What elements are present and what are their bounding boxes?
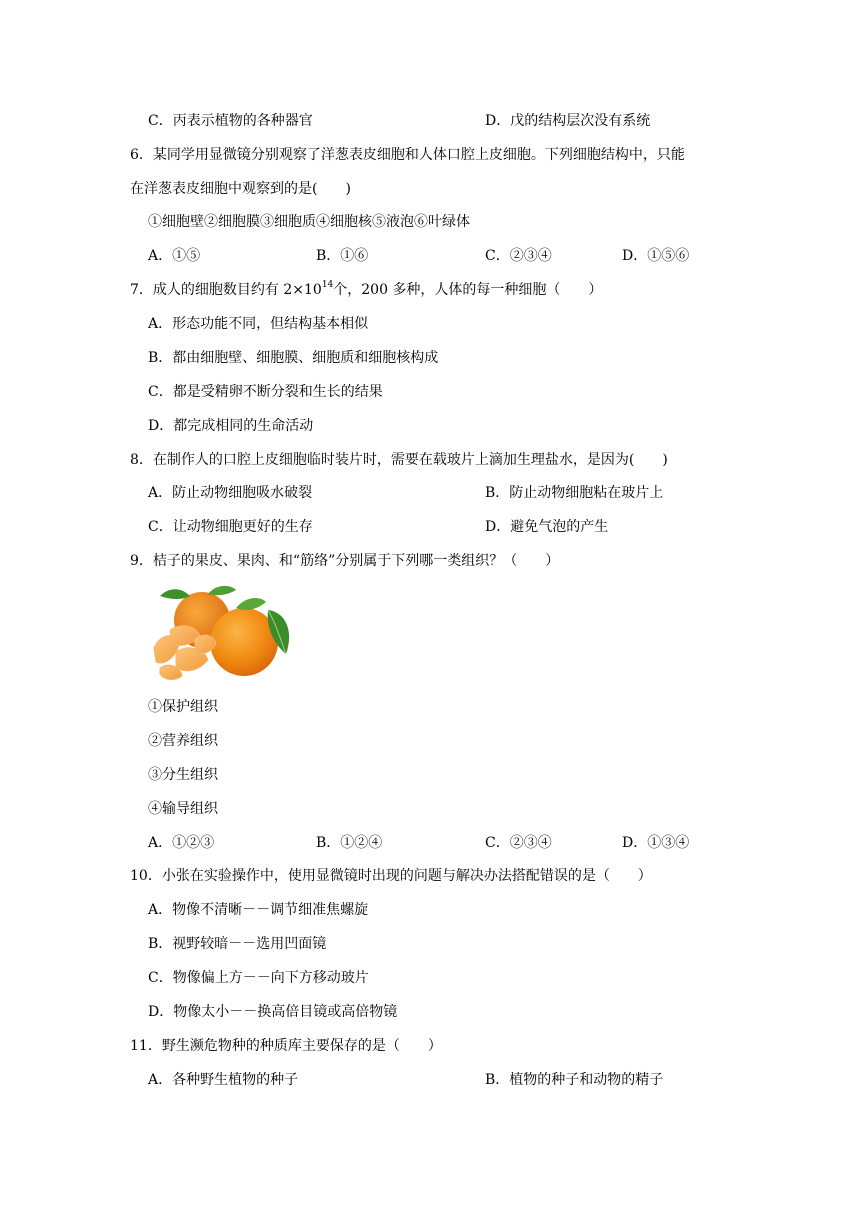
- q8-option-a: A．防止动物细胞吸水破裂: [148, 485, 313, 501]
- tangerine-image: [150, 582, 300, 684]
- q7-stem: [130, 281, 602, 299]
- q11-option-a: A．各种野生植物的种子: [148, 1072, 299, 1088]
- q11-option-b: B．植物的种子和动物的精子: [485, 1072, 664, 1088]
- q9-stem: 9．桔子的果皮、果肉、和“筋络”分别属于下列哪一类组织？（ ）: [130, 553, 560, 569]
- q7-stem-prefix: 7．成人的细胞数目约有 2×10: [130, 282, 322, 298]
- q10-option-d: D．物像太小－－换高倍目镜或高倍物镜: [148, 1004, 398, 1020]
- q8-option-b: B．防止动物细胞粘在玻片上: [485, 485, 664, 501]
- q9-option-c: C．②③④: [485, 835, 552, 851]
- q9-option-d: D．①③④: [622, 835, 690, 851]
- q10-option-b: B．视野较暗－－选用凹面镜: [148, 936, 327, 952]
- q8-stem: 8．在制作人的口腔上皮细胞临时装片时，需要在载玻片上滴加生理盐水，是因为( ): [130, 452, 668, 468]
- q10-stem: 10．小张在实验操作中，使用显微镜时出现的问题与解决办法搭配错误的是（ ）: [130, 868, 652, 884]
- q7-option-a: A．形态功能不同，但结构基本相似: [148, 316, 369, 332]
- q9-option-b: B．①②④: [316, 835, 383, 851]
- q9-item-4: ④输导组织: [148, 801, 218, 817]
- q5-option-d: D．戊的结构层次没有系统: [485, 113, 651, 129]
- q6-option-a: A．①⑤: [148, 248, 201, 264]
- q9-item-2: ②营养组织: [148, 733, 218, 749]
- q11-stem: 11．野生濒危物种的种质库主要保存的是（ ）: [130, 1038, 442, 1054]
- q7-stem-exponent: 14: [321, 280, 334, 291]
- q8-option-d: D．避免气泡的产生: [485, 519, 609, 535]
- q9-item-3: ③分生组织: [148, 767, 218, 783]
- q7-option-d: D．都完成相同的生命活动: [148, 418, 314, 434]
- q7-option-c: C．都是受精卵不断分裂和生长的结果: [148, 384, 383, 400]
- q9-option-a: A．①②③: [148, 835, 215, 851]
- q7-option-b: B．都由细胞壁、细胞膜、细胞质和细胞核构成: [148, 350, 439, 366]
- q7-stem-suffix: 个，200 多种，人体的每一种细胞（ ）: [333, 282, 603, 298]
- q9-item-1: ①保护组织: [148, 699, 218, 715]
- q8-option-c: C．让动物细胞更好的生存: [148, 519, 313, 535]
- q6-stem-line1: 6．某同学用显微镜分别观察了洋葱表皮细胞和人体口腔上皮细胞。下列细胞结构中，只能: [130, 147, 685, 163]
- q6-stem-line2: 在洋葱表皮细胞中观察到的是( ): [130, 181, 351, 197]
- q5-option-c: C．丙表示植物的各种器官: [148, 113, 313, 129]
- q6-option-d: D．①⑤⑥: [622, 248, 690, 264]
- q6-option-b: B．①⑥: [316, 248, 369, 264]
- q10-option-c: C．物像偏上方－－向下方移动玻片: [148, 970, 369, 986]
- q6-option-c: C．②③④: [485, 248, 552, 264]
- q10-option-a: A．物像不清晰－－调节细准焦螺旋: [148, 902, 369, 918]
- q6-items: ①细胞壁②细胞膜③细胞质④细胞核⑤液泡⑥叶绿体: [148, 214, 470, 230]
